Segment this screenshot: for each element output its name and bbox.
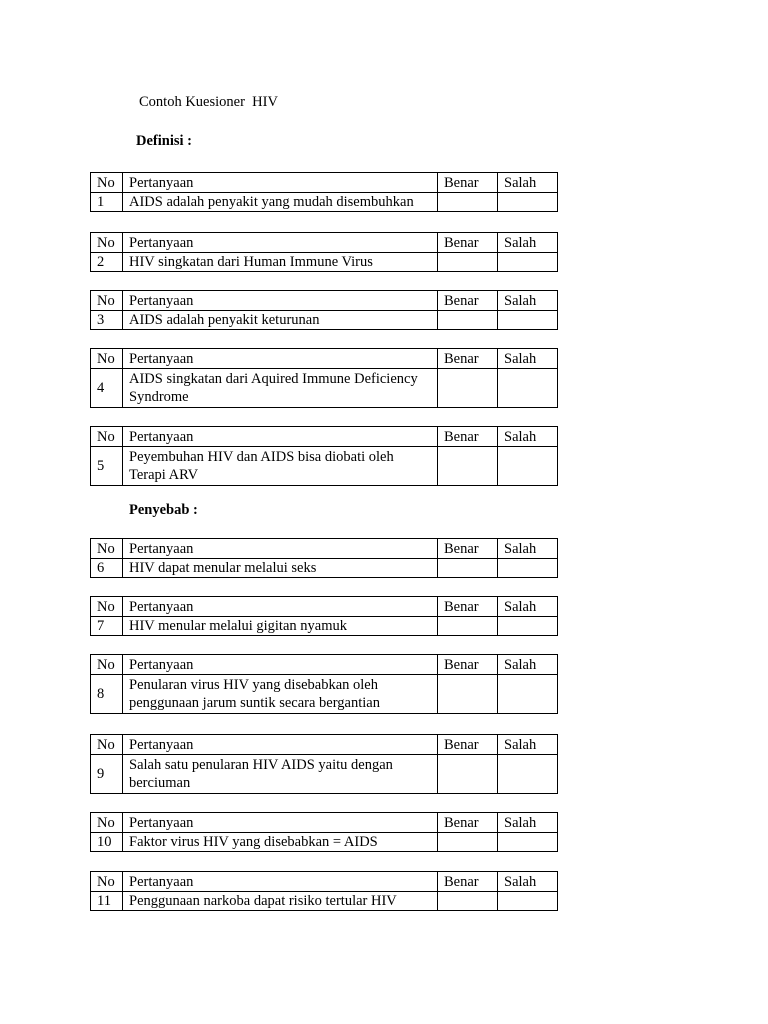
question-number: 9 — [91, 755, 123, 794]
answer-salah-cell[interactable] — [498, 447, 558, 486]
header-question: Pertanyaan — [123, 655, 438, 675]
header-benar: Benar — [438, 349, 498, 369]
header-no: No — [91, 813, 123, 833]
question-number: 2 — [91, 253, 123, 272]
header-no: No — [91, 427, 123, 447]
question-text: AIDS adalah penyakit yang mudah disembuhkan — [123, 193, 438, 212]
header-question: Pertanyaan — [123, 872, 438, 892]
header-benar: Benar — [438, 427, 498, 447]
answer-benar-cell[interactable] — [438, 675, 498, 714]
question-number: 4 — [91, 369, 123, 408]
question-number: 3 — [91, 311, 123, 330]
header-salah: Salah — [498, 872, 558, 892]
answer-salah-cell[interactable] — [498, 559, 558, 578]
header-no: No — [91, 349, 123, 369]
header-salah: Salah — [498, 597, 558, 617]
table-row — [91, 559, 558, 578]
header-salah: Salah — [498, 539, 558, 559]
header-benar: Benar — [438, 735, 498, 755]
answer-salah-cell[interactable] — [498, 755, 558, 794]
header-benar: Benar — [438, 233, 498, 253]
table-header-row — [91, 349, 558, 369]
header-benar: Benar — [438, 173, 498, 193]
answer-benar-cell[interactable] — [438, 892, 498, 911]
question-table — [90, 290, 558, 330]
header-no: No — [91, 872, 123, 892]
header-question: Pertanyaan — [123, 291, 438, 311]
question-text: HIV menular melalui gigitan nyamuk — [123, 617, 438, 636]
question-table — [90, 232, 558, 272]
question-text: HIV singkatan dari Human Immune Virus — [123, 253, 438, 272]
header-question: Pertanyaan — [123, 233, 438, 253]
answer-benar-cell[interactable] — [438, 617, 498, 636]
document-title: Contoh Kuesioner HIV — [139, 94, 278, 110]
question-number: 11 — [91, 892, 123, 911]
answer-salah-cell[interactable] — [498, 253, 558, 272]
header-no: No — [91, 173, 123, 193]
header-question: Pertanyaan — [123, 597, 438, 617]
header-benar: Benar — [438, 539, 498, 559]
question-number: 8 — [91, 675, 123, 714]
table-row — [91, 253, 558, 272]
header-no: No — [91, 291, 123, 311]
question-number: 7 — [91, 617, 123, 636]
question-text: HIV dapat menular melalui seks — [123, 559, 438, 578]
question-table — [90, 348, 558, 408]
header-question: Pertanyaan — [123, 173, 438, 193]
table-row — [91, 447, 558, 486]
header-benar: Benar — [438, 291, 498, 311]
question-text: Penggunaan narkoba dapat risiko tertular HIV — [123, 892, 438, 911]
table-row — [91, 833, 558, 852]
answer-benar-cell[interactable] — [438, 447, 498, 486]
header-no: No — [91, 597, 123, 617]
table-header-row — [91, 813, 558, 833]
header-question: Pertanyaan — [123, 539, 438, 559]
section-heading-definisi: Definisi : — [136, 133, 192, 149]
question-number: 6 — [91, 559, 123, 578]
answer-benar-cell[interactable] — [438, 193, 498, 212]
header-question: Pertanyaan — [123, 735, 438, 755]
table-row — [91, 755, 558, 794]
header-salah: Salah — [498, 427, 558, 447]
header-salah: Salah — [498, 173, 558, 193]
answer-salah-cell[interactable] — [498, 369, 558, 408]
table-row — [91, 617, 558, 636]
question-table — [90, 538, 558, 578]
question-table — [90, 871, 558, 911]
answer-salah-cell[interactable] — [498, 892, 558, 911]
answer-salah-cell[interactable] — [498, 675, 558, 714]
answer-salah-cell[interactable] — [498, 311, 558, 330]
table-row — [91, 193, 558, 212]
answer-salah-cell[interactable] — [498, 193, 558, 212]
table-header-row — [91, 173, 558, 193]
question-table — [90, 812, 558, 852]
answer-benar-cell[interactable] — [438, 833, 498, 852]
header-benar: Benar — [438, 813, 498, 833]
question-text: Peyembuhan HIV dan AIDS bisa diobati oleh Terapi ARV — [123, 447, 438, 486]
table-row — [91, 892, 558, 911]
answer-salah-cell[interactable] — [498, 833, 558, 852]
question-number: 10 — [91, 833, 123, 852]
question-table — [90, 596, 558, 636]
question-text: Salah satu penularan HIV AIDS yaitu dengan berciuman — [123, 755, 438, 794]
header-question: Pertanyaan — [123, 813, 438, 833]
header-no: No — [91, 735, 123, 755]
header-no: No — [91, 233, 123, 253]
question-table — [90, 654, 558, 714]
answer-salah-cell[interactable] — [498, 617, 558, 636]
table-header-row — [91, 291, 558, 311]
answer-benar-cell[interactable] — [438, 559, 498, 578]
header-no: No — [91, 655, 123, 675]
table-header-row — [91, 427, 558, 447]
table-header-row — [91, 655, 558, 675]
question-table — [90, 734, 558, 794]
answer-benar-cell[interactable] — [438, 755, 498, 794]
header-salah: Salah — [498, 349, 558, 369]
table-header-row — [91, 735, 558, 755]
table-header-row — [91, 872, 558, 892]
answer-benar-cell[interactable] — [438, 253, 498, 272]
question-number: 1 — [91, 193, 123, 212]
header-benar: Benar — [438, 872, 498, 892]
question-text: Penularan virus HIV yang disebabkan oleh penggunaan jarum suntik secara bergantian — [123, 675, 438, 714]
header-salah: Salah — [498, 813, 558, 833]
header-no: No — [91, 539, 123, 559]
answer-benar-cell[interactable] — [438, 311, 498, 330]
header-benar: Benar — [438, 655, 498, 675]
question-text: AIDS adalah penyakit keturunan — [123, 311, 438, 330]
header-question: Pertanyaan — [123, 427, 438, 447]
question-text: AIDS singkatan dari Aquired Immune Deficiency Syndrome — [123, 369, 438, 408]
header-benar: Benar — [438, 597, 498, 617]
table-row — [91, 311, 558, 330]
header-salah: Salah — [498, 655, 558, 675]
table-row — [91, 369, 558, 408]
question-table — [90, 426, 558, 486]
table-header-row — [91, 539, 558, 559]
answer-benar-cell[interactable] — [438, 369, 498, 408]
table-row — [91, 675, 558, 714]
header-salah: Salah — [498, 233, 558, 253]
table-header-row — [91, 233, 558, 253]
table-header-row — [91, 597, 558, 617]
header-salah: Salah — [498, 735, 558, 755]
question-text: Faktor virus HIV yang disebabkan = AIDS — [123, 833, 438, 852]
section-heading-penyebab: Penyebab : — [129, 502, 198, 518]
header-question: Pertanyaan — [123, 349, 438, 369]
question-number: 5 — [91, 447, 123, 486]
question-table — [90, 172, 558, 212]
header-salah: Salah — [498, 291, 558, 311]
